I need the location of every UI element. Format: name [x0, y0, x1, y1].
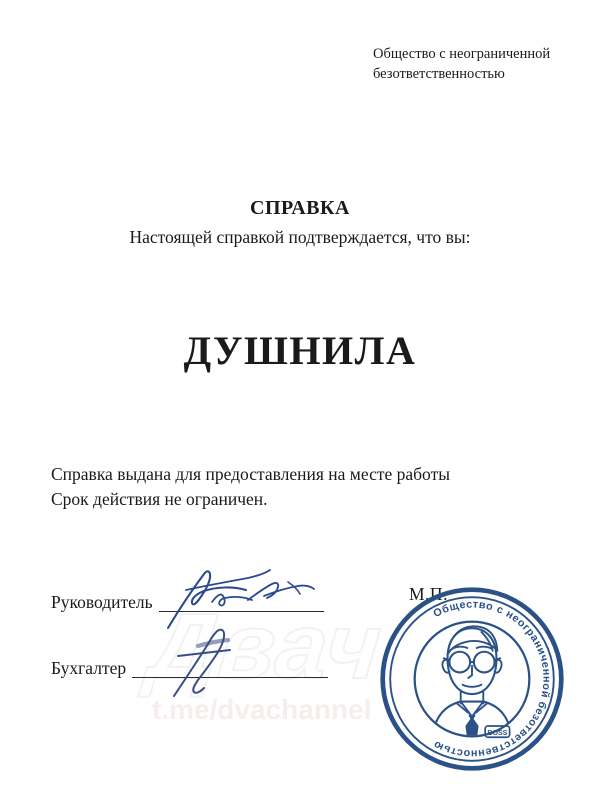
watermark-word: Двач — [144, 594, 389, 698]
body-paragraph — [51, 462, 551, 512]
watermark-url: t.me/dvachannel — [152, 694, 372, 725]
signature-line-director — [159, 594, 324, 612]
signature-row-director — [51, 586, 324, 612]
body-line-2: Срок действия не ограничен. — [51, 489, 268, 509]
company-stamp — [378, 585, 566, 773]
signature-line-accountant — [132, 660, 328, 678]
stamp-badge-text: BOSS — [487, 729, 508, 737]
stamp-badge — [485, 726, 509, 737]
signature-label-accountant: Бухгалтер — [51, 658, 127, 678]
body-line-1: Справка выдана для предоставления на месте работы — [51, 464, 450, 484]
signature-row-accountant — [51, 652, 328, 678]
company-header: Общество с неограниченной безответственностью — [373, 46, 551, 82]
seal-mark-label: М.П. — [409, 584, 448, 604]
stamp-ring-text: Общество с неограниченной безответственностью — [431, 598, 553, 760]
page-title: СПРАВКА — [250, 197, 350, 219]
stamp-outer-ring — [383, 590, 562, 769]
page-subtitle: Настоящей справкой подтверждается, что вы: — [129, 227, 471, 247]
statement-text: ДУШНИЛА — [183, 328, 417, 373]
signature-label-director: Руководитель — [51, 592, 153, 612]
